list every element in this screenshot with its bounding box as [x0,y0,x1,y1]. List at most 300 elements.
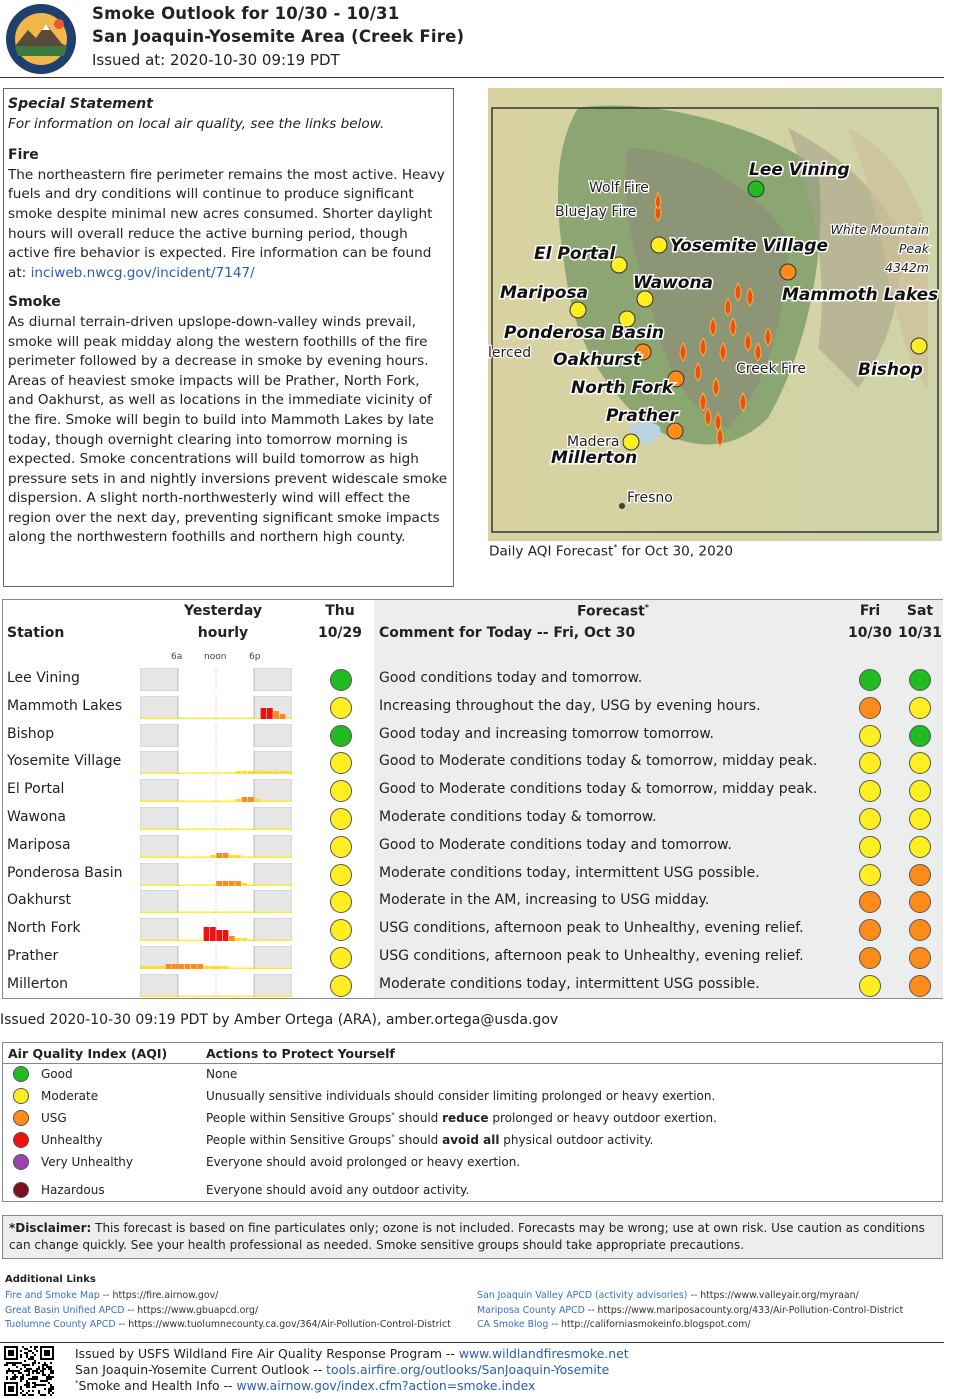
qr-module [44,1350,50,1356]
hourly-sparkline [140,779,292,802]
fire-body: The northeastern fire perimeter remains the most active. Heavy fuels and dry conditions will continue to produce significant smoke despite minimal new acres consumed. Shorter daylight hours will overall reduce the active burning period, though active fire behavior is expected. Fire information can be found at: [8,166,445,281]
qr-module [48,1390,50,1392]
thu-aqi-dot [330,808,352,830]
qr-module [8,1362,10,1364]
hourly-bar [261,856,267,858]
qr-module [38,1390,40,1392]
smoke-text: As diurnal terrain-driven upslope-down-valley winds prevail, smoke will peak midday along the western foothills of the fire perimeter followed by a decrease in smoke by evening hours. Areas of heaviest smoke impacts will be Prather, North Fork, and Oakhurst, as well as locations in the immediate vicinity of the fire. Smoke will begin to build into Mammoth Lakes by late today, though overnight clearing into tomorrow morning is expected. Smoke concentrations will build tomorrow as high pressure sets in and nightly inversions prevent widescale smoke dispersion. A slight north-northwesterly wind will effect the region over the next day, preventing significant smoke impacts along the northwestern foothills and northern high county. [8,313,448,546]
sat-aqi-dot [909,669,931,691]
hourly-bar [223,717,229,719]
qr-module [46,1380,48,1382]
qr-module [10,1378,12,1380]
qr-module [28,1372,30,1374]
link-name[interactable]: Tuolumne County APCD [5,1319,116,1330]
col-fri: Fri [859,603,881,619]
sat-aqi-dot [909,752,931,774]
hourly-bar [166,912,172,914]
tick-6p: 6p [249,652,261,662]
hourly-bar [197,884,203,886]
hourly-bar [280,884,286,886]
qr-module [26,1382,28,1384]
hourly-bar [286,717,292,719]
hourly-bar [280,940,286,942]
qr-module [32,1372,34,1374]
hourly-bar [223,801,229,803]
hourly-bar [273,856,279,858]
qr-module [6,1370,8,1372]
outlook-link[interactable]: tools.airfire.org/outlooks/SanJoaquin-Yosemite [326,1362,610,1377]
qr-module [44,1388,46,1390]
marker-bishop[interactable] [911,338,927,354]
footer-outlook-text: San Joaquin-Yosemite Current Outlook -- [75,1362,327,1377]
hourly-bar [191,940,197,942]
disclaimer-text: This forecast is based on fine particulates only; ozone is not included. Forecasts may be wrong; use at own risk. Use caution as conditions can change quickly. See your health professional as needed. Smoke sensitive groups should take appropriate precautions. [9,1221,925,1252]
link-name[interactable]: Great Basin Unified APCD [5,1304,125,1316]
qr-module [14,1370,16,1372]
label-lee-vining: Lee Vining [749,160,850,180]
qr-module [28,1382,30,1384]
qr-module [38,1368,40,1370]
hourly-bar [261,829,267,831]
forecast-comment: Moderate conditions today & tomorrow. [379,809,657,825]
hourly-bar [248,771,254,774]
hourly-bar [216,995,222,997]
hourly-bar [172,940,178,942]
hourly-bar [267,912,273,914]
hourly-bar [185,773,191,775]
legend-label: Good [41,1067,73,1081]
hourly-bar [166,773,172,775]
qr-module [50,1368,52,1370]
link-name[interactable]: Mariposa County APCD [477,1304,585,1316]
hourly-bar [261,940,267,942]
sat-aqi-dot [909,919,931,941]
additional-link[interactable] [477,1319,751,1330]
qr-module [6,1364,8,1366]
hourly-bar [197,856,203,858]
qr-module [38,1384,40,1386]
qr-module [12,1364,14,1366]
hourly-bar [185,912,191,914]
fri-aqi-dot [859,808,881,830]
hourly-bar [197,717,203,719]
wildlandfiresmoke-link[interactable]: www.wildlandfiresmoke.net [458,1346,629,1361]
hourly-bar [254,884,260,886]
hourly-bar [159,717,165,719]
qr-module [20,1354,22,1356]
col-hourly: hourly [197,625,249,641]
legend-action-sup: * [391,1111,395,1119]
hourly-bar [286,912,292,914]
qr-module [14,1374,16,1376]
qr-module [32,1386,34,1388]
hourly-bar [235,855,241,858]
qr-module [12,1376,14,1378]
hourly-bar [254,771,260,774]
qr-module [28,1386,30,1388]
hourly-bar [204,912,210,914]
hourly-bar [185,995,191,997]
hourly-bar [267,856,273,858]
qr-module [26,1356,28,1358]
hourly-bar [166,856,172,858]
hourly-bar [254,799,260,802]
forecast-comment: Good to Moderate conditions today & tomorrow, midday peak. [379,753,818,770]
qr-module [40,1380,42,1382]
hourly-bar [261,968,267,970]
hourly-bar [140,966,146,969]
hourly-bar [210,801,216,803]
qr-module [14,1376,16,1378]
map-caption-date: for Oct 30, 2020 [617,543,734,560]
hourly-bar [140,940,146,942]
hourly-bar [242,912,248,914]
qr-module [46,1366,48,1368]
sat-aqi-dot [909,947,931,969]
hourly-bar [140,995,146,997]
hourly-bar [210,829,216,831]
hourly-bar [273,711,279,719]
qr-module [12,1370,14,1372]
qr-module [30,1350,32,1352]
hourly-bar [185,801,191,803]
forecast-comment: Moderate conditions today, intermittent USG possible. [379,975,760,992]
station-name: North Fork [7,920,81,937]
qr-module [48,1376,50,1378]
qr-module [34,1346,36,1348]
label-wolf-fire: Wolf Fire [589,180,649,196]
table-row [3,972,942,1000]
hourly-sparkline [140,724,292,747]
legend-color-dot [13,1154,29,1170]
legend-row [3,1086,942,1108]
qr-module [30,1356,32,1358]
hourly-bar [280,912,286,914]
additional-link[interactable] [477,1305,903,1316]
thu-aqi-dot [330,836,352,858]
qr-module [32,1376,34,1378]
qr-module [22,1346,24,1348]
hourly-bar [197,995,203,997]
qr-module [26,1368,28,1370]
legend-action [206,1111,717,1125]
marker-wawona[interactable] [637,291,653,307]
additional-link[interactable] [5,1290,218,1301]
hourly-bar [140,884,146,886]
qr-module [14,1378,16,1380]
footer-line-outlook [75,1362,609,1377]
hourly-bar [273,829,279,831]
legend-label: Hazardous [41,1183,105,1197]
link-name[interactable]: Fire and Smoke Map [5,1290,100,1301]
marker-yosemite-village[interactable] [651,237,667,253]
link-url: -- http://californiasmokeinfo.blogspot.com/ [548,1319,751,1330]
hourly-bar [242,968,248,970]
hourly-bar [178,940,184,942]
hourly-sparkline [140,835,292,858]
qr-module [50,1388,52,1390]
qr-module [14,1364,16,1366]
hourly-bar [204,995,210,997]
legend-action-post: prolonged or heavy outdoor exertion. [488,1111,717,1125]
qr-module [28,1394,30,1396]
qr-module [24,1360,26,1362]
qr-module [22,1376,24,1378]
hourly-bar [166,717,172,719]
hourly-bar [153,912,159,914]
hourly-bar [159,995,165,997]
hourly-bar [261,801,267,803]
qr-module [20,1356,22,1358]
hourly-bar [235,938,241,941]
hourly-bar [242,797,248,802]
legend-label: Very Unhealthy [41,1155,133,1169]
hourly-sparkline [140,751,292,774]
qr-module [30,1368,32,1370]
label-bluejay-fire: BlueJay Fire [555,204,637,220]
forecast-comment: Moderate in the AM, increasing to USG midday. [379,892,710,909]
legend-color-dot [13,1088,29,1104]
map-caption-asterisk: * [613,543,618,552]
hourly-bar [178,964,184,969]
qr-module [26,1354,28,1356]
qr-module [6,1376,8,1378]
hourly-bar [147,884,153,886]
hourly-bar [159,829,165,831]
page-subtitle: San Joaquin-Yosemite Area (Creek Fire) [92,27,465,46]
hourly-bar [229,881,235,886]
hourly-bar [261,771,267,774]
smoke-heading: Smoke [8,294,61,311]
hourly-bar [197,940,203,942]
legend-action-pre: People within Sensitive Groups [206,1111,392,1125]
hourly-bar [210,966,216,969]
hourly-bar [223,930,229,941]
hourly-bar [273,968,279,970]
qr-module [44,1374,46,1376]
qr-module [16,1376,18,1378]
qr-module [32,1364,34,1366]
marker-mariposa[interactable] [570,302,586,318]
hourly-bar [178,829,184,831]
hourly-bar [147,912,153,914]
qr-module [8,1370,10,1372]
hourly-bar [166,829,172,831]
footer-health-text: Smoke and Health Info -- [78,1378,237,1393]
qr-module [12,1362,14,1364]
qr-module [52,1372,54,1374]
fri-aqi-dot [859,836,881,858]
hourly-bar [280,714,286,719]
legend-row [3,1180,942,1202]
hourly-bar [223,912,229,914]
legend-col-actions: Actions to Protect Yourself [206,1046,395,1061]
qr-module [34,1386,36,1388]
link-name[interactable]: CA Smoke Blog [477,1319,549,1330]
table-row [3,666,942,694]
hourly-bar [140,856,146,858]
qr-module [24,1348,26,1350]
hourly-bar [216,801,222,803]
qr-module [20,1388,22,1390]
qr-module [34,1370,36,1372]
qr-module [32,1358,34,1360]
qr-module [22,1378,24,1380]
link-name[interactable]: San Joaquin Valley APCD (activity advisories) [477,1290,688,1301]
station-name: Lee Vining [7,670,80,686]
qr-module [44,1380,46,1382]
qr-module [26,1392,28,1394]
qr-module [44,1368,46,1370]
hourly-bar [210,855,216,858]
link-url: -- https://fire.airnow.gov/ [99,1290,219,1301]
thu-aqi-dot [330,725,352,747]
qr-module [8,1368,10,1370]
hourly-bar [267,801,273,803]
inciweb-link[interactable]: inciweb.nwcg.gov/incident/7147/ [30,264,255,281]
hourly-bar [242,883,248,886]
hourly-bar [235,881,241,886]
legend-action-pre: Everyone should avoid any outdoor activity. [206,1183,470,1197]
qr-module [12,1378,14,1380]
hourly-bar [191,801,197,803]
qr-module [48,1368,50,1370]
col-thu-date: 10/29 [317,625,363,641]
thu-aqi-dot [330,780,352,802]
qr-module [52,1388,54,1390]
hourly-bar [153,966,159,969]
hourly-bar [254,912,260,914]
marker-lee-vining[interactable] [748,181,764,197]
hourly-bar [210,773,216,775]
hourly-bar [159,856,165,858]
qr-module [22,1374,24,1376]
legend-label: Unhealthy [41,1133,103,1147]
qr-module [38,1392,40,1394]
page-title: Smoke Outlook for 10/30 - 10/31 [92,4,400,23]
hourly-bar [235,799,241,802]
col-comment: Comment for Today -- Fri, Oct 30 [379,625,636,641]
hourly-bar [147,940,153,942]
special-statement [3,88,454,587]
legend-row [3,1152,942,1174]
hourly-bar [191,773,197,775]
hourly-bar [216,966,222,969]
qr-module [38,1366,40,1368]
link-url: -- https://www.gbuapcd.org/ [124,1304,259,1316]
label-white-mountain: White Mountain [830,222,929,237]
qr-module [28,1358,30,1360]
label-creek-fire: Creek Fire [736,361,806,377]
hourly-bar [248,995,254,997]
qr-module [18,1370,20,1372]
col-fri-date: 10/30 [847,625,893,641]
marker-mammoth-lakes[interactable] [780,264,796,280]
hourly-bar [223,853,229,858]
hourly-bar [140,801,146,803]
hourly-bar [204,717,210,719]
hourly-bar [286,829,292,831]
hourly-sparkline [140,974,292,997]
hourly-bar [210,717,216,719]
qr-module [48,1382,50,1384]
hourly-bar [197,912,203,914]
qr-module [34,1376,36,1378]
hourly-bar [216,930,222,941]
marker-fresno [620,504,625,509]
qr-module [36,1384,38,1386]
qr-module [50,1362,52,1364]
statement-title: Special Statement [8,96,153,112]
qr-module [30,1346,32,1348]
hourly-bar [210,884,216,886]
sat-aqi-dot [909,836,931,858]
col-forecast-label: Forecast [577,603,645,620]
label-bishop: Bishop [858,360,923,380]
forecast-comment: Increasing throughout the day, USG by evening hours. [379,697,761,714]
qr-module [6,1372,8,1374]
statement-subtitle: For information on local air quality, see the links below. [8,115,385,132]
qr-module [32,1382,34,1384]
hourly-bar [242,771,248,774]
hourly-bar [286,856,292,858]
hourly-bar [216,853,222,858]
qr-module [18,1362,20,1364]
qr-code[interactable] [4,1346,54,1396]
hourly-bar [216,829,222,831]
forecast-comment: Good today and increasing tomorrow tomorrow. [379,725,714,742]
additional-link[interactable] [5,1319,451,1330]
label-mariposa: Mariposa [500,283,589,303]
fri-aqi-dot [859,669,881,691]
qr-module [52,1370,54,1372]
qr-module [34,1382,36,1384]
qr-module [24,1370,26,1372]
hourly-bar [204,856,210,858]
hourly-bar [172,856,178,858]
legend-action [206,1133,653,1147]
label-prather: Prather [606,406,678,426]
legend-action-pre: Everyone should avoid prolonged or heavy exertion. [206,1155,521,1169]
additional-link[interactable] [477,1290,859,1301]
hourly-bar [166,964,172,969]
hourly-bar [159,773,165,775]
qr-module [44,1384,46,1386]
qr-module [26,1348,28,1350]
disclaimer [2,1215,943,1259]
map-caption-main: Daily AQI Forecast [489,543,614,560]
footer-divider [0,1342,944,1343]
disclaimer-label: *Disclaimer: [9,1221,92,1235]
qr-module [32,1356,34,1358]
hourly-bar [267,968,273,970]
qr-module [24,1366,26,1368]
forecast-comment: Good conditions today and tomorrow. [379,670,643,686]
footer-line-program [75,1346,629,1361]
qr-module [48,1388,50,1390]
hourly-bar [242,829,248,831]
hourly-bar [140,912,146,914]
label-wawona: Wawona [633,273,714,293]
qr-module [44,1362,46,1364]
additional-link[interactable] [5,1305,258,1316]
airnow-link[interactable]: www.airnow.gov/index.cfm?action=smoke.index [236,1378,536,1393]
qr-module [22,1390,24,1392]
hourly-bar [147,856,153,858]
footer-health-asterisk: * [75,1378,79,1387]
table-row [3,833,942,861]
qr-module [36,1376,38,1378]
